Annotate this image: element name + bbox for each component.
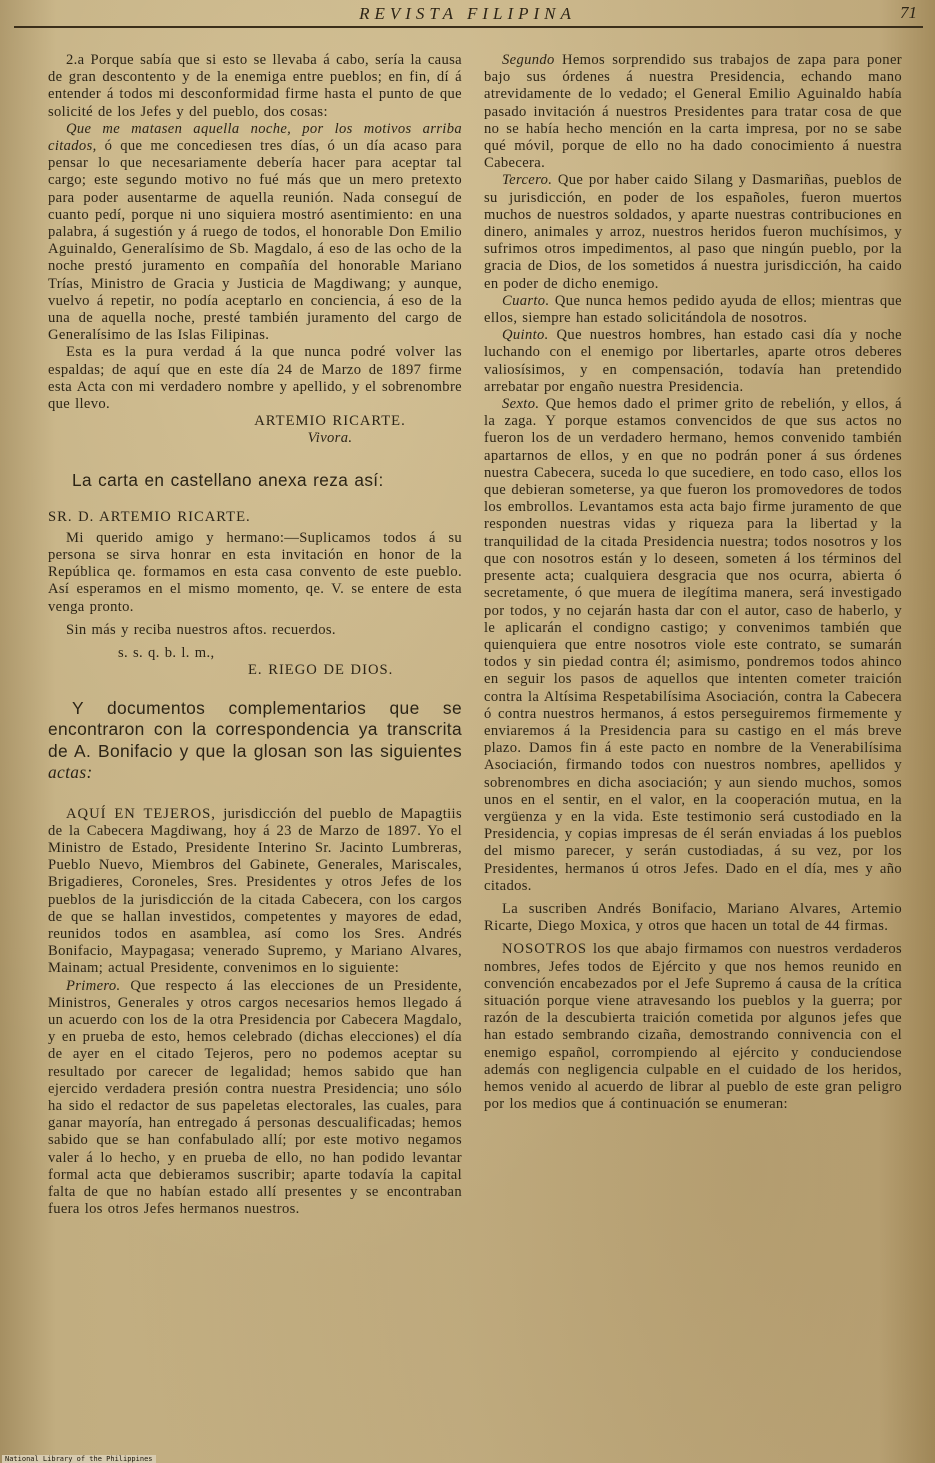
clause-quinto [484, 327, 902, 396]
documents-intro-italic: actas: [48, 762, 93, 782]
paragraph-request [48, 121, 462, 345]
clause-text: Que nunca hemos pedido ayuda de ellos; mientras que ellos, siempre han estado solicitándola de nosotros. [484, 292, 902, 327]
clause-sexto [484, 396, 902, 895]
section-heading: La carta en castellano anexa reza así: [72, 469, 384, 490]
page-number: 71 [900, 3, 917, 22]
clause-text: Que hemos dado el primer grito de rebelión, y ellos, á la zaga. Y porque estamos convencidos de que sus actos no fueron los de un verdadero hermano, hemos convenido también apartarnos de ellos, y en que no podrán poner á sus órdenes nuestra Cabecera, suceda lo que sucediere, en todo caso, ellos los que debieran someterse, ya que fueron los promovedores de todos los embrollos. Levantamos esta acta bajo firme juramento de que responden nuestras vidas y riqueza para la libertad y la tranquilidad de la citada Presidencia nuestra; todos nosotros y los que con nosotros están y lo deseen, someten á los términos del presente acta; cualquiera desgracia que nos ocurra, abierta ó secretamente, ó que muera de ilegítima manera, será investigado por todos, y no cejarán hasta dar con el autor, caso de haberlo, y le aplicarán el condigno castigo; y convenimos también que quienquiera que entre nosotros viole este contrato, se sumarán todos y sin piedad contra él; asimismo, pondremos todos ahinco en seguir los pasos de aquellos que intenten cometer traición contra la Altísima Respetabilísima Asociación, contra la Cabecera ó contra nuestros hermanos, á estos perseguiremos firmemente y enviaremos á la Presidencia para su castigo en el más breve plazo. Damos fin á este pacto en nombre de la Venerabilísima Asociación, firmando todos con nuestros nombres, apellidos y sobrenombres en dicha asociación; y aun siendo muchos, somos unos en el sentir, en el valor, en la cooperación mutua, en la vergüenza y en la vida. Este testimonio será custodiado en la Presidencia, y copias impresas de él serán enviadas á los pueblos del mismo parecer, y serán custodiadas, á su vez, por los Presidentes, hermanos ú otros Jefes. Dado en el día, mes y año citados. [484, 396, 902, 894]
clause-segundo [484, 52, 902, 172]
letter-body: Mi querido amigo y hermano:—Suplicamos todos á su persona se sirva honrar en esta invitación en honor de la República qe. formamos en esta casa convento de este pueblo. Así esperamos en el mismo momento, qe. V. se entere de esta venga pronto. [48, 529, 462, 615]
clause-label: Sexto. [502, 396, 540, 413]
clause-label: Tercero. [502, 172, 553, 189]
paragraph-2a: 2.a Porque sabía que si esto se llevaba á cabo, sería la causa de gran descontento y de la enemiga entre pueblos; en fin, dí á entender á todos mi desconformidad firme hasta el punto de que solicité de los Jefes y del pueblo, dos cosas: [48, 52, 462, 120]
running-header [0, 0, 935, 30]
paragraph-request-text: ó que me concediesen tres días, ó un día acaso para pensar lo que necesariamente debería hacer para aceptar tal cargo; este segundo motivo no fué más que un mero pretexto para poder ausentarme de aquella reunión. Nada conseguí de cuanto pedí, porque ni uno siquiera mostró asentimiento: en una palabra, á sugestión y á ruego de todos, el honorable Don Emilio Aguinaldo, Generalísimo de Sb. Magdalo, á eso de las ocho de la noche prestó juramento en compañía del honorable Mariano Trías, Ministro de Gracia y Justicia de Magdiwang; y aunque, vuelvo á repetir, no podía aceptarlo en conciencia, á eso de la una de aquella noche, presté también juramento del cargo de Generalísimo de las Islas Filipinas. [48, 138, 463, 344]
letter-closing: s. s. q. b. l. m., [118, 645, 215, 662]
right-column [484, 52, 902, 1113]
clause-cuarto [484, 293, 902, 327]
letter-signature: E. RIEGO DE DIOS. [248, 662, 394, 679]
paragraph-truth: Esta es la pura verdad á la que nunca podré volver las espaldas; de aquí que en este día 24 de Marzo de 1897 firme esta Acta con mi verdadero nombre y apellido, y el sobrenombre que llevo. [48, 344, 462, 413]
signature-alias: Vivora. [307, 430, 353, 447]
clause-label: Cuarto. [502, 292, 550, 309]
nosotros-paragraph [484, 941, 902, 1113]
letter-salutation: SR. D. ARTEMIO RICARTE. [48, 508, 251, 525]
documents-intro [48, 698, 462, 784]
acta-lead: AQUÍ EN TEJEROS, [66, 805, 216, 822]
acta-intro [48, 806, 462, 978]
italic-phrase: Que me matasen aquella noche, por los motivos arriba citados, [48, 120, 462, 155]
documents-intro-text: Y documentos complementarios que se encontraron con la correspondencia ya transcrita de A. Bonifacio y que la glosan son las siguientes [48, 697, 462, 761]
nosotros-text: los que abajo firmamos con nuestros verdaderos nombres, Jefes todos de Ejército y que nos hemos reunido en convención encabezados por el Jefe Supremo á causa de la crítica situación porque viene atravesando los pueblos y la guerra; por razón de la descubierta traición cometida por algunos jefes que han estado sembrando cizaña, demostrando connivencia con el enemigo español, corrompiendo al ejército y conduciendose además con negligencia culpable en el cuidado de los heridos, hemos venido al acuerdo de librar al pueblo de este gran peligro por los medios que á continuación se enumeran: [484, 941, 902, 1113]
clause-tercero [484, 172, 902, 292]
library-credit: National Library of the Philippines [2, 1455, 156, 1463]
clause-label: Primero. [66, 977, 121, 994]
nosotros-lead: NOSOTROS [502, 941, 588, 958]
clause-text: Que nuestros hombres, han estado casi día y noche luchando con el enemigo por libertarles, aparte otros deberes valiosísimos, y en compensación, todavía han pretendido arrebatar por engaño nuestra Presidencia. [484, 327, 902, 395]
journal-title: REVISTA FILIPINA [359, 4, 576, 23]
clause-label: Quinto. [502, 327, 549, 344]
clause-primero [48, 978, 462, 1219]
left-column [48, 52, 462, 1218]
header-rule [14, 26, 923, 28]
signatories-note: La suscriben Andrés Bonifacio, Mariano Alvares, Artemio Ricarte, Diego Moxica, y otros que hacen un total de 44 firmas. [484, 900, 902, 935]
clause-label: Segundo [502, 52, 555, 68]
clause-text: Que respecto á las elecciones de un Presidente, Ministros, Generales y otros cargos necesarios hemos llegado á un acuerdo con los de la otra Presidencia por Cabecera Magdalo, y en prueba de esto, hemos celebrado (dichas elecciones) el día de ayer en el citado Tejeros, pero no podemos aceptar su resultado por carecer de legalidad; hemos sabido que han ejercido verdadera presión contra nuestra Presidencia; uno sólo ha sido el redactor de sus papeletas electorales, las cuales, para ganar mayoría, han entregado á personas descualificadas; hemos sabido que se han confabulado allí; por este motivo negamos valer á lo hecho, y en prueba de ello, no han podido levantar formal acta que debieramos suscribir; aparte todavía la capital falta de que no habían estado allí presentes y se encontraban fuera los otros Jefes hermanos nuestros. [48, 977, 462, 1218]
signature-name: ARTEMIO RICARTE. [254, 413, 406, 430]
letter-regards: Sin más y reciba nuestros aftos. recuerdos. [66, 621, 336, 638]
clause-text: Que por haber caido Silang y Dasmariñas, pueblos de su jurisdicción, en poder de los españoles, fueron muertos muchos de nuestros soldados, y aparte nuestras contribuciones en dinero, animales y arroz, nuestros heridos fueron muchísimos, y sufrimos otros impedimentos, al paso que ningún pueblo, por la gracia de Dios, de los sometidos á nuestra jurisdicción, ha caido en poder de dicho enemigo. [484, 172, 902, 292]
acta-intro-text: jurisdicción del pueblo de Mapagtiis de la Cabecera Magdiwang, hoy á 23 de Marzo de 1897. Yo el Ministro de Estado, Presidente Interino Sr. Jacinto Lumbreras, Pueblo Nuevo, Miembros del Gabinete, Generales, Mariscales, Brigadieres, Coroneles, Sres. Presidentes y otros Jefes de los pueblos de la jurisdicción de la citada Cabecera, con los cargos de que se hallan investidos, competentes y mayores de edad, reunidos todos en asamblea, así como los Sres. Andrés Bonifacio, Maypagasa; venerado Supremo, y Mariano Alvares, Mainam; actual Presidente, convenimos en lo siguiente: [48, 805, 462, 977]
clause-text: Hemos sorprendido sus trabajos de zapa para poner bajo sus órdenes á nuestra Presidencia, echando mano atrevidamente de lo vedado; el General Emilio Aguinaldo había pasado invitación á nuestros Presidentes para tratar cosa de que no se había hecho mención en la carta impresa, por no se sabe qué móvil, porque de ello no ha dado conocimiento á nuestra Cabecera. [484, 52, 902, 172]
